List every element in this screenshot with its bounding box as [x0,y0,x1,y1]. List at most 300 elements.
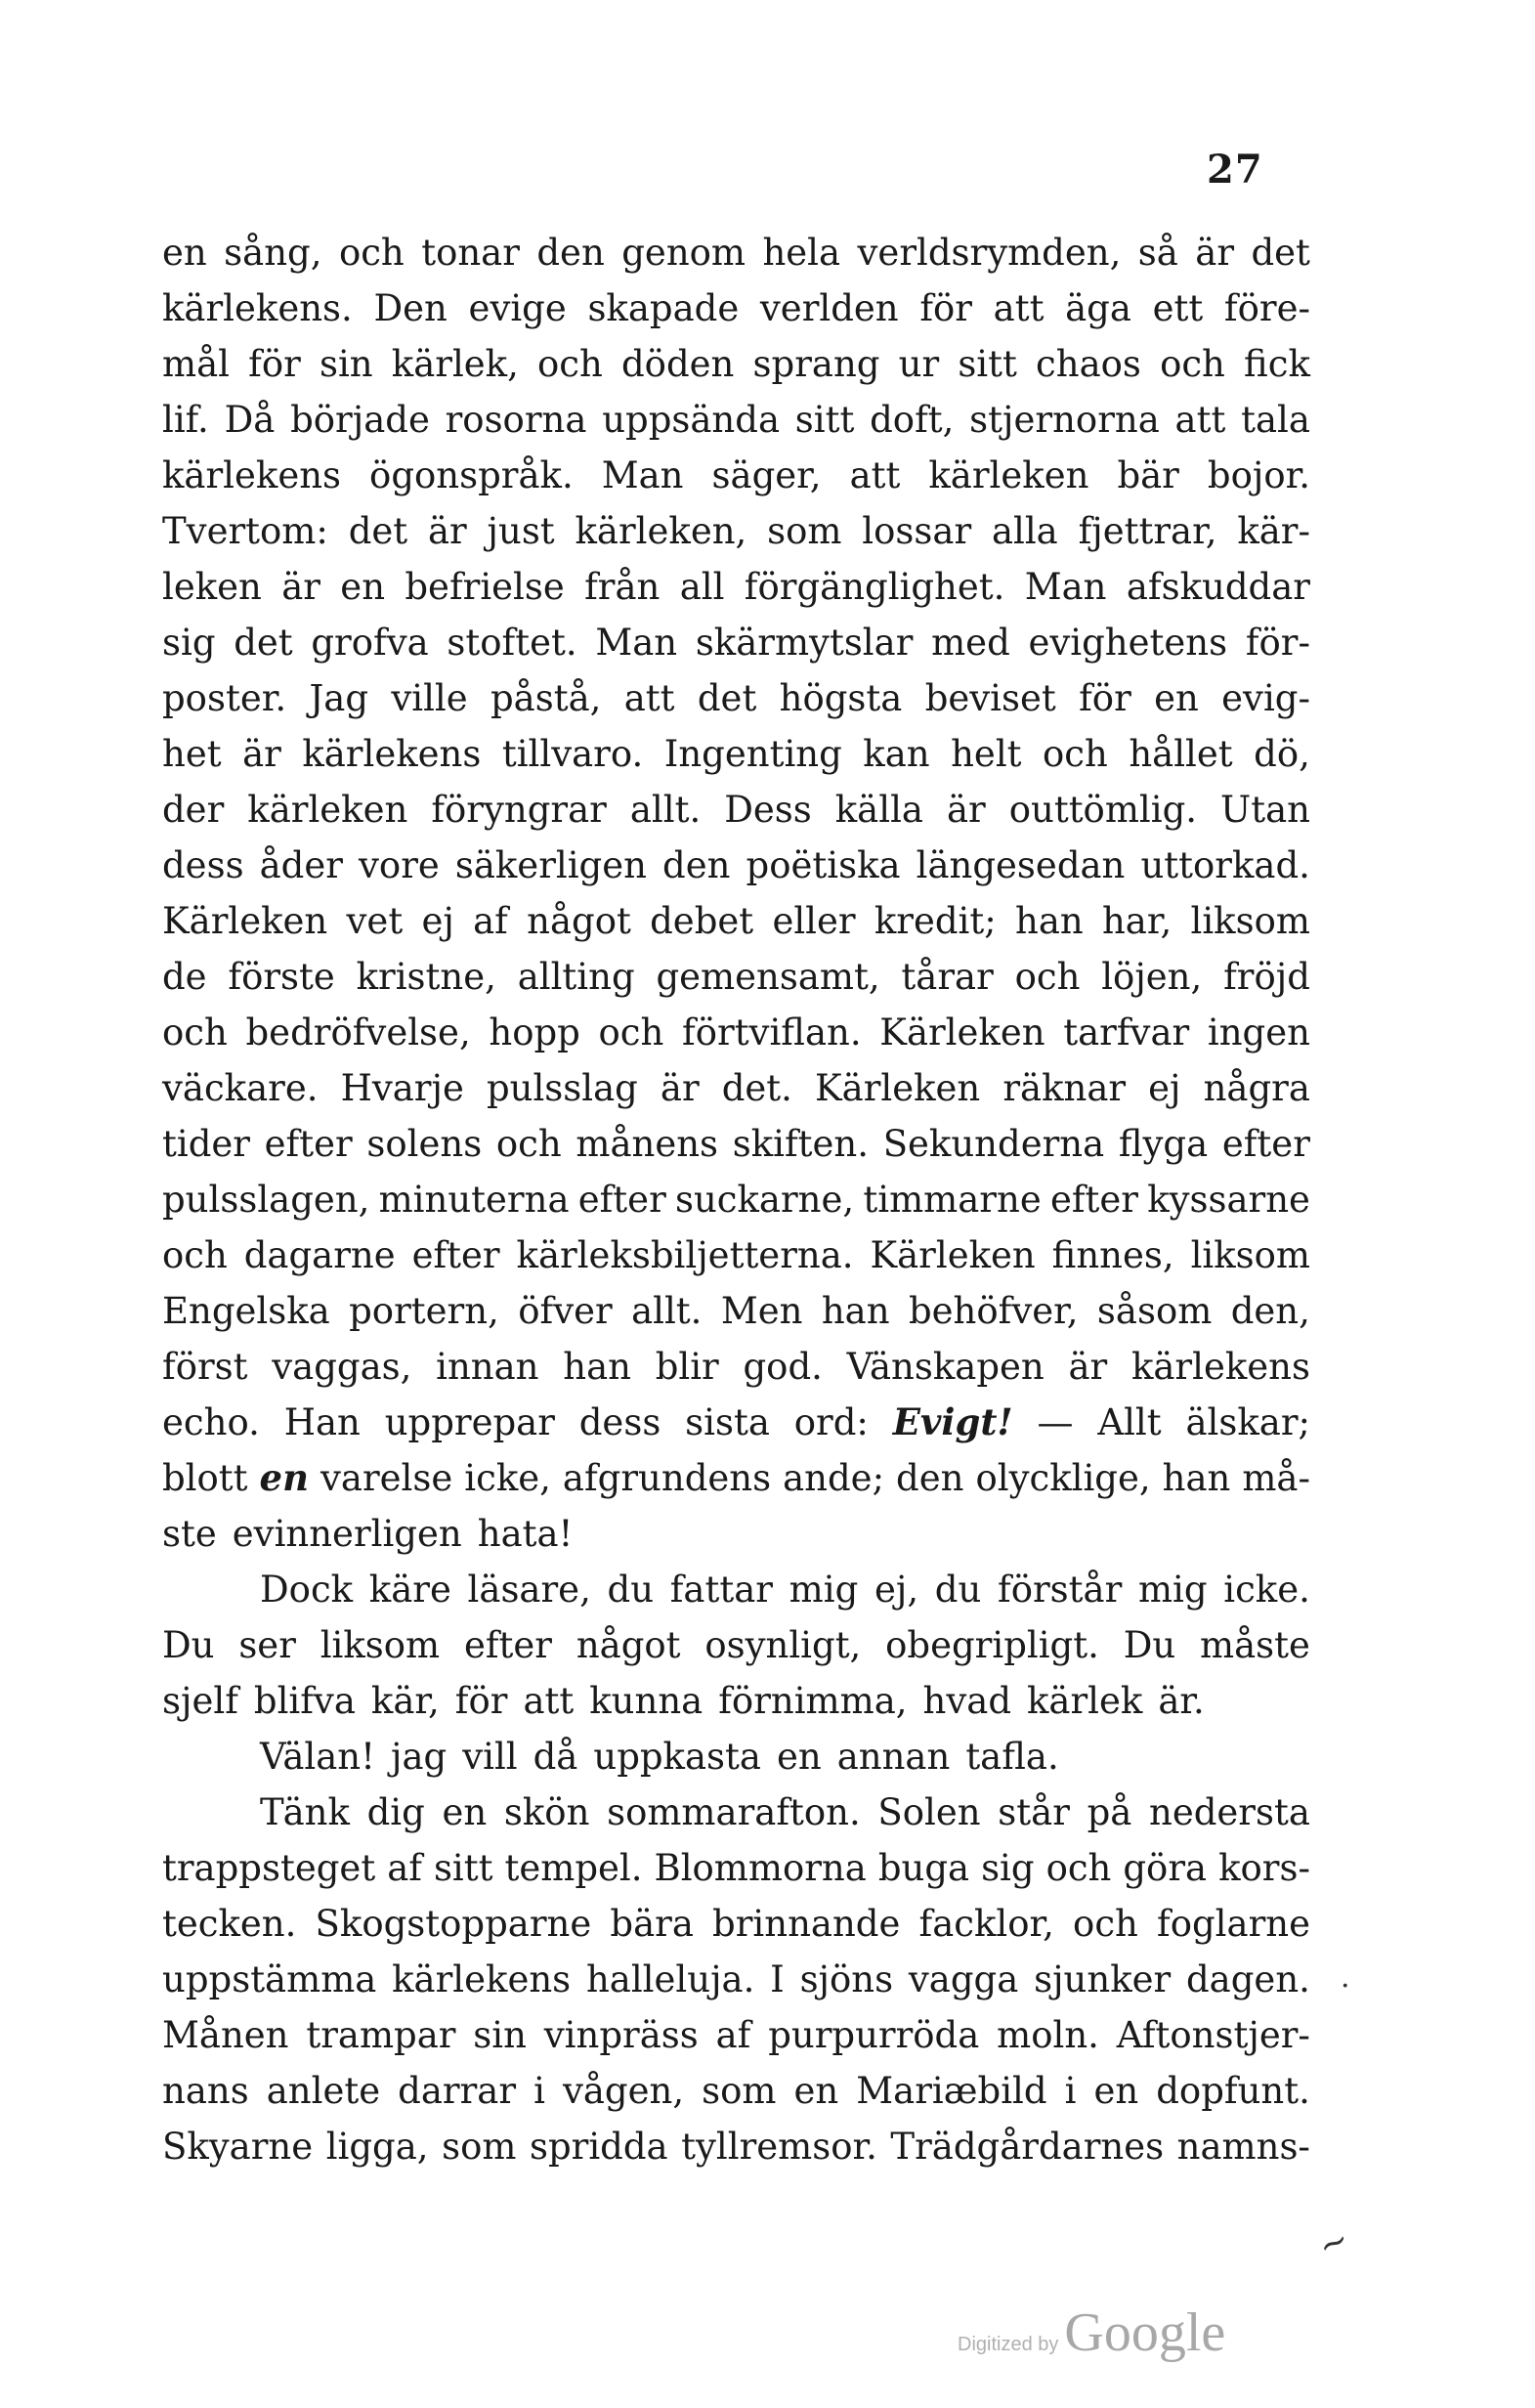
word: sin [473,2014,527,2056]
word: kredit; [874,900,997,942]
word: poster. [162,677,287,719]
word: först [162,1346,248,1388]
word: vet [346,900,404,942]
word: all [679,566,725,608]
word: sprang [752,343,880,385]
text-line [162,1172,1310,1227]
word: innan [436,1346,539,1388]
text-line [162,1060,1310,1116]
text-line [162,1729,1310,1784]
word: ingen [1207,1011,1310,1054]
word: säkerligen [454,844,647,886]
text-line [162,1283,1310,1339]
word: annan [836,1736,951,1778]
word: före- [1223,287,1310,329]
word: är [660,1067,700,1109]
word: en [162,232,207,274]
word: grofva [311,622,429,664]
word: trappsteget [162,1847,376,1889]
word: står [998,1791,1070,1833]
word: för- [1245,622,1310,664]
margin-mark: · [1341,1969,1350,2003]
word: liksom [320,1624,441,1666]
word: blir [655,1346,719,1388]
word: tonar [421,232,520,274]
word: Kärleken [879,1011,1045,1054]
word: tider [162,1123,250,1165]
word: af [473,900,508,942]
word: måste [1200,1624,1310,1666]
word: Engelska [162,1290,330,1332]
word: kärlekens. [162,287,353,329]
word: Dock [260,1569,354,1611]
word: Sekunderna [882,1123,1105,1165]
word: att [1174,399,1226,441]
word: ett [1152,287,1204,329]
word: blifva [253,1680,356,1722]
word: sjunker [1034,1958,1172,2000]
word: kärlekens [1130,1346,1310,1388]
word: Trädgårdarnes [890,2126,1165,2168]
word: kärleken, [575,510,747,552]
word: uppkasta [593,1736,761,1778]
word: har, [1101,900,1173,942]
word: ord: [793,1401,869,1443]
text-line [162,503,1310,559]
word: som [442,2126,517,2168]
body-text [162,225,1310,2174]
word: tyllremsor. [681,2126,877,2168]
word: icke. [1223,1569,1310,1611]
word: lossar [862,510,972,552]
word: Månen [162,2014,289,2056]
word: sista [685,1401,770,1443]
word: ögonspråk. [369,454,574,496]
word: god. [743,1346,823,1388]
word: darrar [398,2070,517,2112]
word: Vänskapen [846,1346,1045,1388]
word: det. [721,1067,792,1109]
word: förtviflan. [682,1011,862,1054]
word: obegripligt. [885,1624,1099,1666]
word: pulsslag [486,1067,638,1109]
word: varelse [320,1457,453,1499]
word: såsom [1096,1290,1213,1332]
text-line [162,1506,1310,1562]
word: källa [834,789,923,831]
emphasized-word: Evigt! [892,1400,1013,1443]
word: vore [359,844,440,886]
word: Solen [877,1791,981,1833]
word: dess [578,1401,661,1443]
word: började [290,399,430,441]
word: kärleken [928,454,1089,496]
word: allt. [631,1290,703,1332]
word: ligga, [325,2126,429,2168]
word: sommarafton. [607,1791,861,1833]
word: kors- [1218,1847,1310,1889]
word: blott [162,1457,248,1499]
word: och [1043,733,1108,775]
word: ande; [783,1457,885,1499]
word: och [162,1234,228,1276]
word: Man [601,454,684,496]
word: mig [1137,1569,1208,1611]
word: han [563,1346,631,1388]
word: pulsslagen, [162,1179,370,1221]
word: tecken. [162,1903,297,1945]
word: evige [468,287,567,329]
word: tarfvar [1063,1011,1190,1054]
word: genom [621,232,746,274]
word: alla [991,510,1058,552]
word: mål [162,343,230,385]
text-line [162,1339,1310,1395]
word: Han [283,1401,361,1443]
word: för [919,287,972,329]
word: sig [981,1847,1035,1889]
word: fjettrar, [1078,510,1217,552]
word: flyga [1118,1123,1209,1165]
word: verldsrymden, [857,232,1122,274]
word: kärlek [1027,1680,1143,1722]
word: dopfunt. [1156,2070,1310,2112]
word: Du [162,1624,215,1666]
word: halleluja. [585,1958,755,2000]
word: bojor. [1207,454,1310,496]
word: är [281,566,320,608]
word: jag [390,1736,448,1778]
word: lif. [162,399,209,441]
watermark-prefix: Digitized by [958,2334,1059,2355]
word: beviset [924,677,1056,719]
word: poëtiska [746,844,901,886]
word: doft, [870,399,955,441]
text-line [162,1840,1310,1896]
word: skapade [587,287,740,329]
word: mig [789,1569,859,1611]
word: Mariæbild [856,2070,1047,2112]
text-line [162,1562,1310,1617]
text-line [162,670,1310,726]
word: nans [162,2070,249,2112]
word: stoftet. [447,622,577,664]
word: afgrundens [562,1457,772,1499]
text-line [162,1784,1310,1840]
word: vaggas, [272,1346,412,1388]
word: den, [1230,1290,1310,1332]
word: något [527,900,631,942]
word: tempel. [504,1847,643,1889]
word: att [623,677,675,719]
word: Blommorna [654,1847,867,1889]
word: må- [1242,1457,1310,1499]
word: hata! [477,1513,574,1555]
word: att [523,1680,575,1722]
word: chaos [1036,343,1141,385]
word: dö, [1254,733,1310,775]
word: och [598,1011,664,1054]
text-line [162,559,1310,615]
word: Du [1123,1624,1176,1666]
text-line [162,1952,1310,2007]
word: kärleken [247,789,408,831]
word: är. [1158,1680,1205,1722]
word: förstår [998,1569,1123,1611]
word: I [770,1958,785,2000]
word: högsta [779,677,903,719]
word: och [537,343,603,385]
text-line [162,726,1310,782]
word: finnes, [1051,1234,1174,1276]
word: Välan! [260,1736,375,1778]
word: bedröfvelse, [245,1011,471,1054]
word: dig [366,1791,425,1833]
text-line [162,893,1310,949]
text-line [162,448,1310,503]
word: med [931,622,1010,664]
word: efter [1049,1179,1138,1221]
word: timmarne [863,1179,1042,1221]
text-line [162,1116,1310,1172]
word: der [162,789,225,831]
word: du [934,1569,982,1611]
word: älskar; [1185,1401,1310,1443]
text-line [162,280,1310,336]
word: tillvaro. [501,733,644,775]
word: tala [1241,399,1310,441]
word: Tvertom: [162,510,328,552]
text-line [162,615,1310,670]
word: sig [162,622,216,664]
word: för [248,343,301,385]
word: det [1251,232,1310,274]
word: sitt [433,1847,493,1889]
word: uppstämma [162,1958,377,2000]
word: allt. [629,789,702,831]
word: från [584,566,661,608]
word: liksom [1190,1234,1310,1276]
word: efter [1221,1123,1310,1165]
word: Men [720,1290,803,1332]
word: sång, [224,232,322,274]
word: debet [650,900,754,942]
word: och [495,1123,562,1165]
word: spridda [529,2126,668,2168]
word: öfver [518,1290,613,1332]
word: kärlekens [162,454,342,496]
word: det [348,510,408,552]
word: solens [366,1123,483,1165]
word: han [1014,900,1084,942]
word: han [821,1290,890,1332]
word: och [1073,1903,1138,1945]
text-line [162,1395,1310,1450]
word: den [536,232,605,274]
word: Skyarne [162,2126,314,2168]
text-line [162,1005,1310,1060]
word: foglarne [1157,1903,1310,1945]
word: hopp [489,1011,580,1054]
word: är [946,789,986,831]
text-line [162,2119,1310,2174]
word: en [1093,2070,1139,2112]
word: förste [228,956,335,998]
word: kärlekens [392,1958,572,2000]
word: afskuddar [1126,566,1310,608]
word: en [340,566,386,608]
word: nedersta [1148,1791,1310,1833]
text-line [162,1896,1310,1952]
text-line [162,2007,1310,2063]
word: bär [1117,454,1179,496]
word: fick [1244,343,1310,385]
word: rosorna [445,399,587,441]
word: påstå, [490,677,602,719]
google-logo: Google [1064,2302,1226,2363]
word: på [1087,1791,1132,1833]
word: som [767,510,842,552]
word: buga [877,1847,970,1889]
word: en [776,1736,822,1778]
word: för [1079,677,1131,719]
word: i [1064,2070,1077,2112]
word: räknar [1002,1067,1127,1109]
word: några [1203,1067,1310,1109]
word: göra [1123,1847,1208,1889]
word: moln. [997,2014,1099,2056]
word: sjelf [162,1680,238,1722]
word: ser [238,1624,296,1666]
word: för [454,1680,508,1722]
word: skön [503,1791,590,1833]
word: Då [224,399,276,441]
word: efter [577,1179,666,1221]
word: och [1160,343,1225,385]
word: sin [319,343,373,385]
word: hållet [1129,733,1233,775]
text-line [162,392,1310,448]
word: leken [162,566,262,608]
text-line [162,949,1310,1005]
word: suckarne, [674,1179,855,1221]
word: och [162,1011,228,1054]
word: trampar [306,2014,456,2056]
word: upprepar [384,1401,555,1443]
text-line [162,1227,1310,1283]
word: af [715,2014,751,2056]
word: bära [610,1903,694,1945]
word: evighetens [1028,622,1228,664]
word: kär- [1237,510,1310,552]
word: Tänk [260,1791,350,1833]
word: eller [772,900,856,942]
word: den [896,1457,964,1499]
word: purpurröda [768,2014,980,2056]
word: förgänglighet. [744,566,1005,608]
word: Man [595,622,678,664]
word: en [1154,677,1199,719]
word: väckare. [162,1067,319,1109]
word: kristne, [356,956,496,998]
word: het [162,733,222,775]
word: han [1162,1457,1231,1499]
word: Dess [724,789,812,831]
word: behöfver, [908,1290,1079,1332]
word: evinnerligen [232,1513,462,1555]
word: Allt [1097,1401,1162,1443]
word: tårar [901,956,994,998]
word: månens [576,1123,719,1165]
word: är [1195,232,1235,274]
word: att [993,287,1045,329]
word: befrielse [405,566,565,608]
text-line [162,1617,1310,1673]
word: äga [1065,287,1131,329]
word: dagen. [1186,1958,1310,2000]
word: förnimma, [718,1680,908,1722]
word: dess [162,844,244,886]
word: gemensamt, [656,956,880,998]
word: — [1037,1401,1074,1443]
word: uppsända [602,399,781,441]
word: det [697,677,757,719]
word: ej [1148,1067,1181,1109]
word: längesedan [916,844,1126,886]
word: döden [621,343,735,385]
word: Kärleken [870,1234,1036,1276]
word: i [533,2070,545,2112]
text-line [162,225,1310,280]
word: tafla. [965,1736,1059,1778]
text-line [162,782,1310,838]
word: hela [762,232,841,274]
emphasized-word: en [259,1456,309,1499]
word: kär, [370,1680,440,1722]
word: vågen, [562,2070,685,2112]
word: icke, [464,1457,551,1499]
word: allting [517,956,635,998]
word [893,1395,1013,1450]
word: outtömlig. [1008,789,1198,831]
word: just [487,510,555,552]
word: ste [162,1513,217,1555]
word: uttorkad. [1140,844,1310,886]
word: käre [368,1569,451,1611]
text-line [162,336,1310,392]
word: den [662,844,731,886]
word: verlden [759,287,899,329]
word: brinnande [712,1903,901,1945]
word: Man [1024,566,1107,608]
word: sjöns [799,1958,894,2000]
word: Ingenting [663,733,842,775]
word: en [793,2070,839,2112]
word: Aftonstjer- [1116,2014,1310,2056]
word: osynligt, [704,1624,862,1666]
word: kan [863,733,930,775]
word: helt [951,733,1022,775]
text-line [162,1673,1310,1729]
word: Skogstopparne [315,1903,592,1945]
word: är [1068,1346,1108,1388]
word: fattar [669,1569,773,1611]
text-line [162,838,1310,893]
word: kärleksbiljetterna. [516,1234,854,1276]
word: läsare, [467,1569,591,1611]
word: föryngrar [431,789,607,831]
word: är [427,510,467,552]
